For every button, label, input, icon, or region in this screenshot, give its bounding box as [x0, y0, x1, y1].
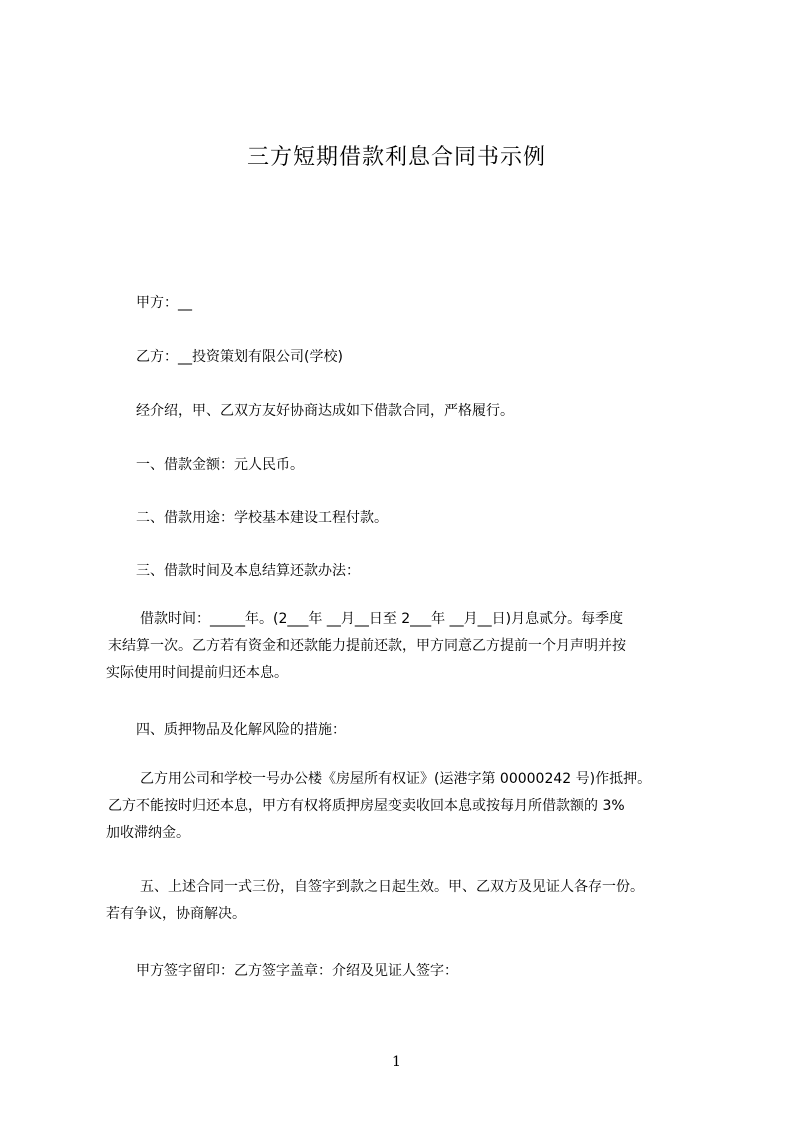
clause-3-line-1: 借款时间：_____年。(2___年 __月__日至 2___年 __月__日)月息贰分。每季度: [140, 611, 624, 627]
clause-5: [106, 874, 706, 928]
intro-paragraph: 经介绍，甲、乙双方友好协商达成如下借款合同，严格履行。: [136, 403, 514, 419]
signatures-line: 甲方签字留印：乙方签字盖章：介绍及见证人签字：: [136, 963, 458, 979]
clause-3-line-3: 实际使用时间提前归还本息。: [106, 665, 288, 681]
clause-5-line-1: 五、上述合同一式三份，自签字到款之日起生效。甲、乙双方及见证人各存一份。: [140, 879, 644, 895]
document-title: 三方短期借款利息合同书示例: [246, 145, 546, 170]
page-number: 1: [392, 1054, 401, 1070]
party-a-line: 甲方：__: [136, 295, 192, 311]
clause-3-heading: 三、借款时间及本息结算还款办法：: [136, 563, 360, 579]
clause-4-line-3: 加收滞纳金。: [106, 825, 190, 841]
clause-2: 二、借款用途：学校基本建设工程付款。: [136, 510, 388, 526]
clause-3-line-2: 末结算一次。乙方若有资金和还款能力提前还款，甲方同意乙方提前一个月声明并按: [108, 638, 626, 654]
clause-4-body: [106, 766, 706, 847]
clause-5-line-2: 若有争议，协商解决。: [106, 906, 246, 922]
clause-4-line-2: 乙方不能按时归还本息，甲方有权将质押房屋变卖收回本息或按每月所借款额的 3%: [108, 798, 625, 814]
clause-4-line-1: 乙方用公司和学校一号办公楼《房屋所有权证》(运港字第 00000242 号)作抵押。: [140, 771, 652, 787]
clause-3-body: [106, 606, 706, 687]
clause-1: 一、借款金额：元人民币。: [136, 457, 304, 473]
party-b-line: 乙方：__投资策划有限公司(学校): [136, 349, 343, 365]
clause-4-heading: 四、质押物品及化解风险的措施：: [136, 722, 346, 738]
